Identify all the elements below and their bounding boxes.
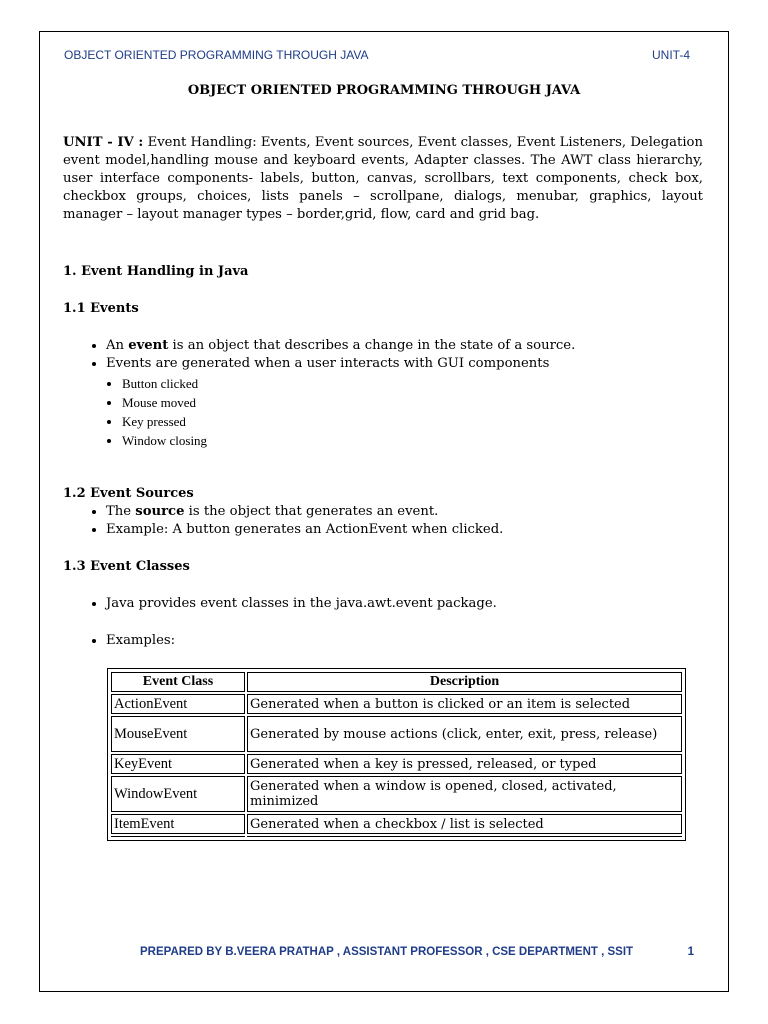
table-cell-description: Generated when a checkbox / list is selected [247, 814, 682, 834]
table-cell-empty [247, 836, 682, 837]
table-cell-description: Generated when a window is opened, closed, activated, minimized [247, 776, 682, 812]
table-row [111, 776, 682, 812]
event-classes-bullet-2 [86, 632, 706, 650]
table-row [111, 694, 682, 714]
list-item [106, 337, 706, 355]
document-page [39, 31, 729, 992]
table-cell-class: WindowEvent [111, 776, 245, 812]
bullet-text: is the object that generates an event. [184, 504, 439, 519]
table-cell-class: ItemEvent [111, 814, 245, 834]
sub-list-item: • Window closing [122, 431, 207, 450]
heading-event-classes: 1.3 Event Classes [63, 559, 190, 574]
unit-syllabus-text: Event Handling: Events, Event sources, Event classes, Event Listeners, Delegation event model,handling mouse and keyboard events, Adapter classes. The AWT class hierarchy, user interface components- labels, button, canvas, scrollbars, text components, check box, checkbox groups, choices, lists panels – scrollpane, dialogs, menubar, graphics, layout manager – layout manager types – border,grid, flow, card and grid bag. [63, 135, 703, 222]
unit-label: UNIT - IV : [63, 135, 144, 150]
table [109, 670, 684, 839]
bullet-text: An [106, 338, 129, 353]
table-cell-description: Generated when a button is clicked or an item is selected [247, 694, 682, 714]
events-bullet-list [86, 337, 706, 373]
list-item: • Events are generated when a user interacts with GUI components [106, 355, 706, 373]
bullet-bold-term: event [128, 338, 169, 353]
list-item [106, 503, 706, 521]
table-header-event-class: Event Class [111, 672, 245, 692]
heading-events: 1.1 Events [63, 301, 139, 316]
table-row [111, 814, 682, 834]
table-cell-description: Generated when a key is pressed, released, or typed [247, 754, 682, 774]
table-cell-empty [111, 836, 245, 837]
sub-list-item: • Button clicked [122, 374, 207, 393]
sub-list-item: • Mouse moved [122, 393, 207, 412]
sub-list-item: • Key pressed [122, 412, 207, 431]
bullet-bold-term: source [135, 504, 185, 519]
bullet-text: is an object that describes a change in the state of a source. [168, 338, 576, 353]
table-cell-class: MouseEvent [111, 716, 245, 752]
table-trailing-row [111, 836, 682, 837]
table-header-description: Description [247, 672, 682, 692]
heading-event-sources: 1.2 Event Sources [63, 486, 194, 501]
page-title: OBJECT ORIENTED PROGRAMMING THROUGH JAVA [187, 83, 581, 98]
event-sources-bullet-list [86, 503, 706, 539]
table-cell-class: KeyEvent [111, 754, 245, 774]
intro-paragraph [63, 134, 703, 224]
header-unit: UNIT-4 [651, 48, 690, 62]
event-classes-bullet-1 [86, 595, 706, 613]
list-item: • Java provides event classes in the java.awt.event package. [106, 595, 706, 613]
events-sub-list [104, 374, 207, 450]
table-row [111, 754, 682, 774]
header-course-title: OBJECT ORIENTED PROGRAMMING THROUGH JAVA [64, 48, 369, 62]
list-item: • Examples: [106, 632, 706, 650]
table-row [111, 716, 682, 752]
list-item: • Example: A button generates an ActionEvent when clicked. [106, 521, 706, 539]
table-cell-class: ActionEvent [111, 694, 245, 714]
page-number: 1 [687, 946, 694, 958]
bullet-text: The [106, 504, 136, 519]
event-classes-table [107, 668, 686, 841]
intro-paragraph-wrapper [63, 134, 703, 224]
table-header-row [111, 672, 682, 692]
table-cell-description: Generated by mouse actions (click, enter, exit, press, release) [247, 716, 682, 752]
heading-event-handling: 1. Event Handling in Java [63, 264, 249, 279]
footer-author: PREPARED BY B.VEERA PRATHAP , ASSISTANT PROFESSOR , CSE DEPARTMENT , SSIT [140, 946, 634, 958]
